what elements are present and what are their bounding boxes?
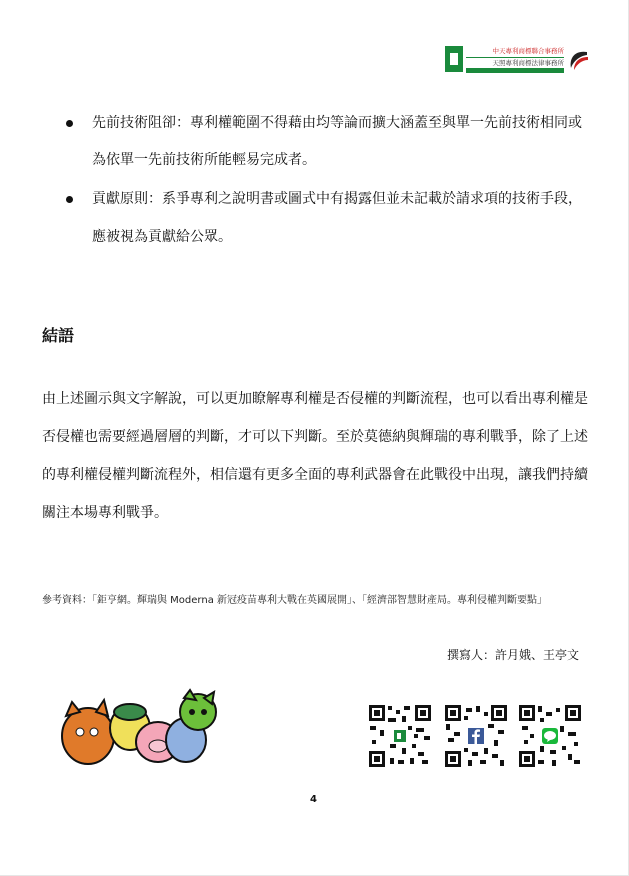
references: 參考資料：「鉅亨網。輝瑞與 Moderna 新冠疫苗專利大戰在英國展開」、「經濟部智慧財產局。專利侵權判斷要點」: [42, 595, 548, 606]
mascot-illustration: [58, 688, 220, 770]
logo-swoosh-icon: [567, 48, 589, 72]
bullet-dot-icon: [66, 120, 73, 127]
qr-code-website[interactable]: [368, 704, 432, 768]
author-credit: 撰寫人：許月娥、王亭文: [447, 648, 580, 662]
logo-bar: [466, 68, 564, 73]
paragraph-line: 的專利權侵權判斷流程外，相信還有更多全面的專利武器會在此戰役中出現，讓我們持續: [42, 467, 588, 483]
firm-logo: [445, 46, 590, 74]
bullet-text: 先前技術阻卻：專利權範圍不得藉由均等論而擴大涵蓋至與單一先前技術相同或: [92, 115, 582, 131]
bullet-dot-icon: [66, 196, 73, 203]
logo-mark-icon: [445, 46, 463, 72]
qr-code-facebook[interactable]: [444, 704, 508, 768]
bullet-continuation: 應被視為貢獻給公眾。: [92, 229, 232, 245]
section-heading: 結語: [42, 326, 75, 345]
logo-firm-name-secondary: 天照專利商標法律事務所: [492, 59, 564, 67]
qr-code-line[interactable]: [518, 704, 582, 768]
bullet-continuation: 為依單一先前技術所能輕易完成者。: [92, 152, 316, 168]
paragraph-line: 關注本場專利戰爭。: [42, 505, 168, 521]
page-number: 4: [310, 794, 317, 805]
logo-firm-name: 中天專利商標聯合事務所: [466, 46, 564, 58]
paragraph-line: 由上述圖示與文字解說，可以更加瞭解專利權是否侵權的判斷流程，也可以看出專利權是: [42, 391, 588, 407]
paragraph-line: 否侵權也需要經過層層的判斷，才可以下判斷。至於莫德納與輝瑞的專利戰爭，除了上述: [42, 429, 588, 445]
bullet-text: 貢獻原則：系爭專利之說明書或圖式中有揭露但並未記載於請求項的技術手段，: [92, 191, 582, 207]
